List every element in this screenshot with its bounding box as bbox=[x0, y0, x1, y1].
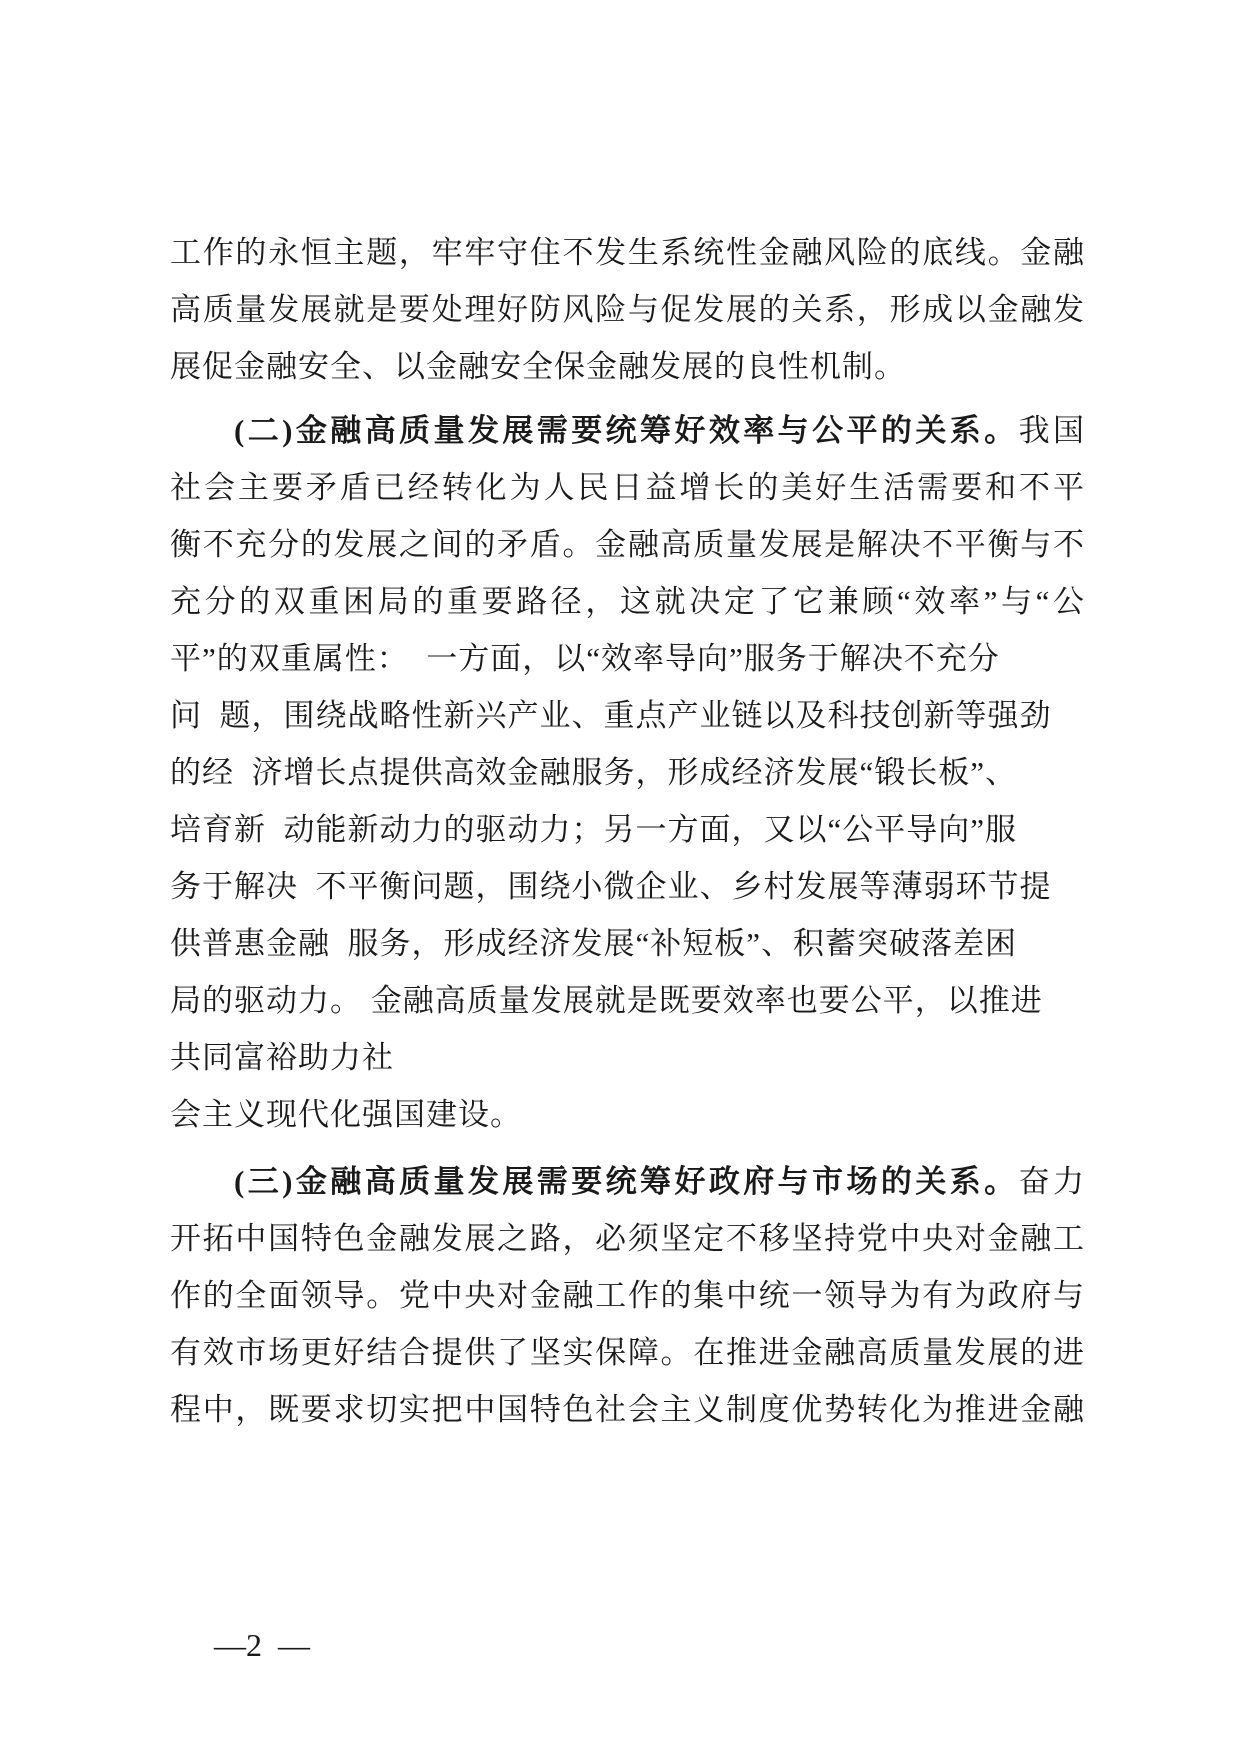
text-line: 充分的双重困局的重要路径，这就决定了它兼顾“效率”与“公 bbox=[170, 584, 1085, 619]
text-line: 局的驱动力。 金融高质量发展就是既要效率也要公平，以推进 bbox=[170, 983, 1043, 1018]
text-line: 程中，既要求切实把中国特色社会主义制度优势转化为推进金融 bbox=[170, 1392, 1085, 1427]
text-line: 有效市场更好结合提供了坚实保障。在推进金融高质量发展的进 bbox=[170, 1335, 1085, 1370]
paragraph bbox=[170, 402, 1085, 1143]
section-heading-line bbox=[170, 1153, 1085, 1210]
paragraph bbox=[170, 224, 1085, 395]
text-line: 平”的双重属性： 一方面，以“效率导向”服务于解决不充分 bbox=[170, 641, 1000, 676]
text-run: 奋力 bbox=[1018, 1164, 1085, 1199]
text-line: 衡不充分的发展之间的矛盾。金融高质量发展是解决不平衡与不 bbox=[170, 527, 1085, 562]
section-heading: (二)金融高质量发展需要统筹好效率与公平的关系。 bbox=[234, 413, 1019, 448]
text-line: 工作的永恒主题，牢牢守住不发生系统性金融风险的底线。金融 bbox=[170, 235, 1085, 270]
text-line: 开拓中国特色金融发展之路，必须坚定不移坚持党中央对金融工 bbox=[170, 1221, 1085, 1256]
section-heading-line bbox=[170, 402, 1085, 459]
text-run: 我国 bbox=[1018, 413, 1085, 448]
section-heading: (三)金融高质量发展需要统筹好政府与市场的关系。 bbox=[234, 1164, 1019, 1199]
text-line: 展促金融安全、以金融安全保金融发展的良性机制。 bbox=[170, 349, 906, 384]
text-line: 社会主要矛盾已经转化为人民日益增长的美好生活需要和不平 bbox=[170, 470, 1085, 505]
text-line: 作的全面领导。党中央对金融工作的集中统一领导为有为政府与 bbox=[170, 1278, 1085, 1313]
text-line: 务于解决 不平衡问题，围绕小微企业、乡村发展等薄弱环节提 bbox=[170, 869, 1052, 904]
paragraph bbox=[170, 1153, 1085, 1438]
text-line: 共同富裕助力社 bbox=[170, 1040, 394, 1075]
text-line: 问 题，围绕战略性新兴产业、重点产业链以及科技创新等强劲 bbox=[170, 698, 1052, 733]
page-number: —2 — bbox=[214, 1627, 310, 1663]
text-line: 会主义现代化强国建设。 bbox=[170, 1097, 522, 1132]
document-body bbox=[170, 224, 1085, 1438]
text-line: 高质量发展就是要处理好防风险与促发展的关系，形成以金融发 bbox=[170, 292, 1085, 327]
text-line: 供普惠金融 服务，形成经济发展“补短板”、积蓄突破落差困 bbox=[170, 926, 1018, 961]
text-line: 的经 济增长点提供高效金融服务，形成经济发展“锻长板”、 bbox=[170, 755, 1018, 790]
text-line: 培育新 动能新动力的驱动力；另一方面，又以“公平导向”服 bbox=[170, 812, 1018, 847]
